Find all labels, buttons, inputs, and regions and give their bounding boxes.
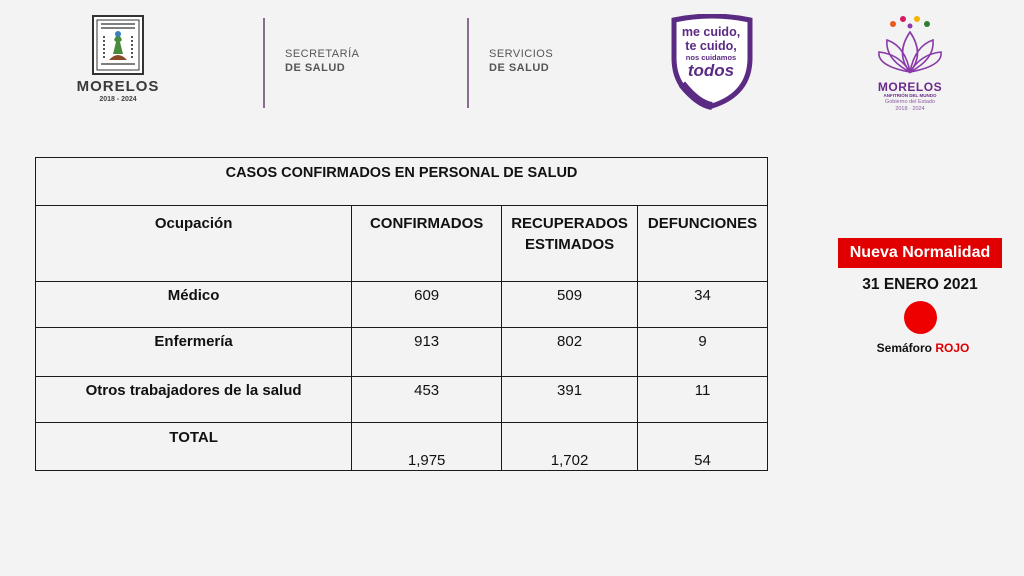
- semaforo-status: [838, 341, 1008, 355]
- servicios-salud-label: [489, 47, 553, 75]
- morelos-logo-years: 2018 - 2024: [99, 96, 137, 103]
- total-deaths: 54: [638, 423, 768, 471]
- semaforo-indicator-icon: [904, 301, 937, 334]
- recovered-cell: 391: [502, 377, 638, 423]
- health-staff-cases-table: [35, 157, 768, 471]
- brand-government: Gobierno del Estado: [884, 99, 936, 105]
- morelos-coat-of-arms-logo: [76, 14, 160, 103]
- table-title-row: [36, 158, 768, 206]
- confirmed-cell: 913: [352, 328, 502, 377]
- header-divider: [263, 18, 265, 108]
- column-header-occupation: Ocupación: [36, 206, 352, 282]
- deaths-cell: 11: [638, 377, 768, 423]
- recovered-cell: 802: [502, 328, 638, 377]
- semaforo-value: ROJO: [935, 341, 970, 355]
- column-header-deaths: DEFUNCIONES: [638, 206, 768, 282]
- dept1-line2: DE SALUD: [285, 62, 346, 74]
- occupation-cell: Médico: [36, 282, 352, 328]
- table-row: [36, 328, 768, 377]
- dept1-line1: SECRETARÍA: [285, 48, 360, 60]
- brand-tagline: ANFITRIÓN DEL MUNDO: [883, 93, 937, 98]
- column-header-recovered: RECUPERADOS ESTIMADOS: [502, 206, 638, 282]
- semaforo-label: Semáforo: [876, 341, 932, 355]
- confirmed-cell: 453: [352, 377, 502, 423]
- table-header-row: [36, 206, 768, 282]
- table-total-row: [36, 423, 768, 471]
- morelos-brand-logo: [868, 14, 952, 113]
- campaign-logo-text: [670, 25, 752, 80]
- campaign-line3: nos cuidamos: [685, 53, 737, 62]
- occupation-cell: Enfermería: [36, 328, 352, 377]
- campaign-line1: me cuido,: [681, 25, 741, 39]
- occupation-cell: Otros trabajadores de la salud: [36, 377, 352, 423]
- report-date: 31 ENERO 2021: [862, 276, 978, 293]
- nueva-normalidad-badge: Nueva Normalidad: [838, 238, 1002, 268]
- table-title: CASOS CONFIRMADOS EN PERSONAL DE SALUD: [36, 158, 768, 206]
- morelos-logo-name: MORELOS: [76, 78, 160, 95]
- deaths-cell: 9: [638, 328, 768, 377]
- campaign-line2: te cuido,: [685, 39, 737, 53]
- secretaria-salud-label: [285, 47, 359, 75]
- deaths-cell: 34: [638, 282, 768, 328]
- column-header-confirmed: CONFIRMADOS: [352, 206, 502, 282]
- state-coat-of-arms-icon: [91, 14, 145, 76]
- total-recovered: 1,702: [502, 423, 638, 471]
- lotus-flower-icon: [875, 14, 945, 76]
- confirmed-cell: 609: [352, 282, 502, 328]
- header-divider: [467, 18, 469, 108]
- total-label: TOTAL: [36, 423, 352, 471]
- table-row: [36, 377, 768, 423]
- campaign-line4: todos: [687, 61, 735, 80]
- dept2-line1: SERVICIOS: [489, 48, 554, 60]
- brand-years: 2018 · 2024: [895, 106, 925, 112]
- total-confirmed: 1,975: [352, 423, 502, 471]
- dept2-line2: DE SALUD: [489, 62, 550, 74]
- table-row: [36, 282, 768, 328]
- recovered-cell: 509: [502, 282, 638, 328]
- brand-name: MORELOS: [877, 80, 943, 94]
